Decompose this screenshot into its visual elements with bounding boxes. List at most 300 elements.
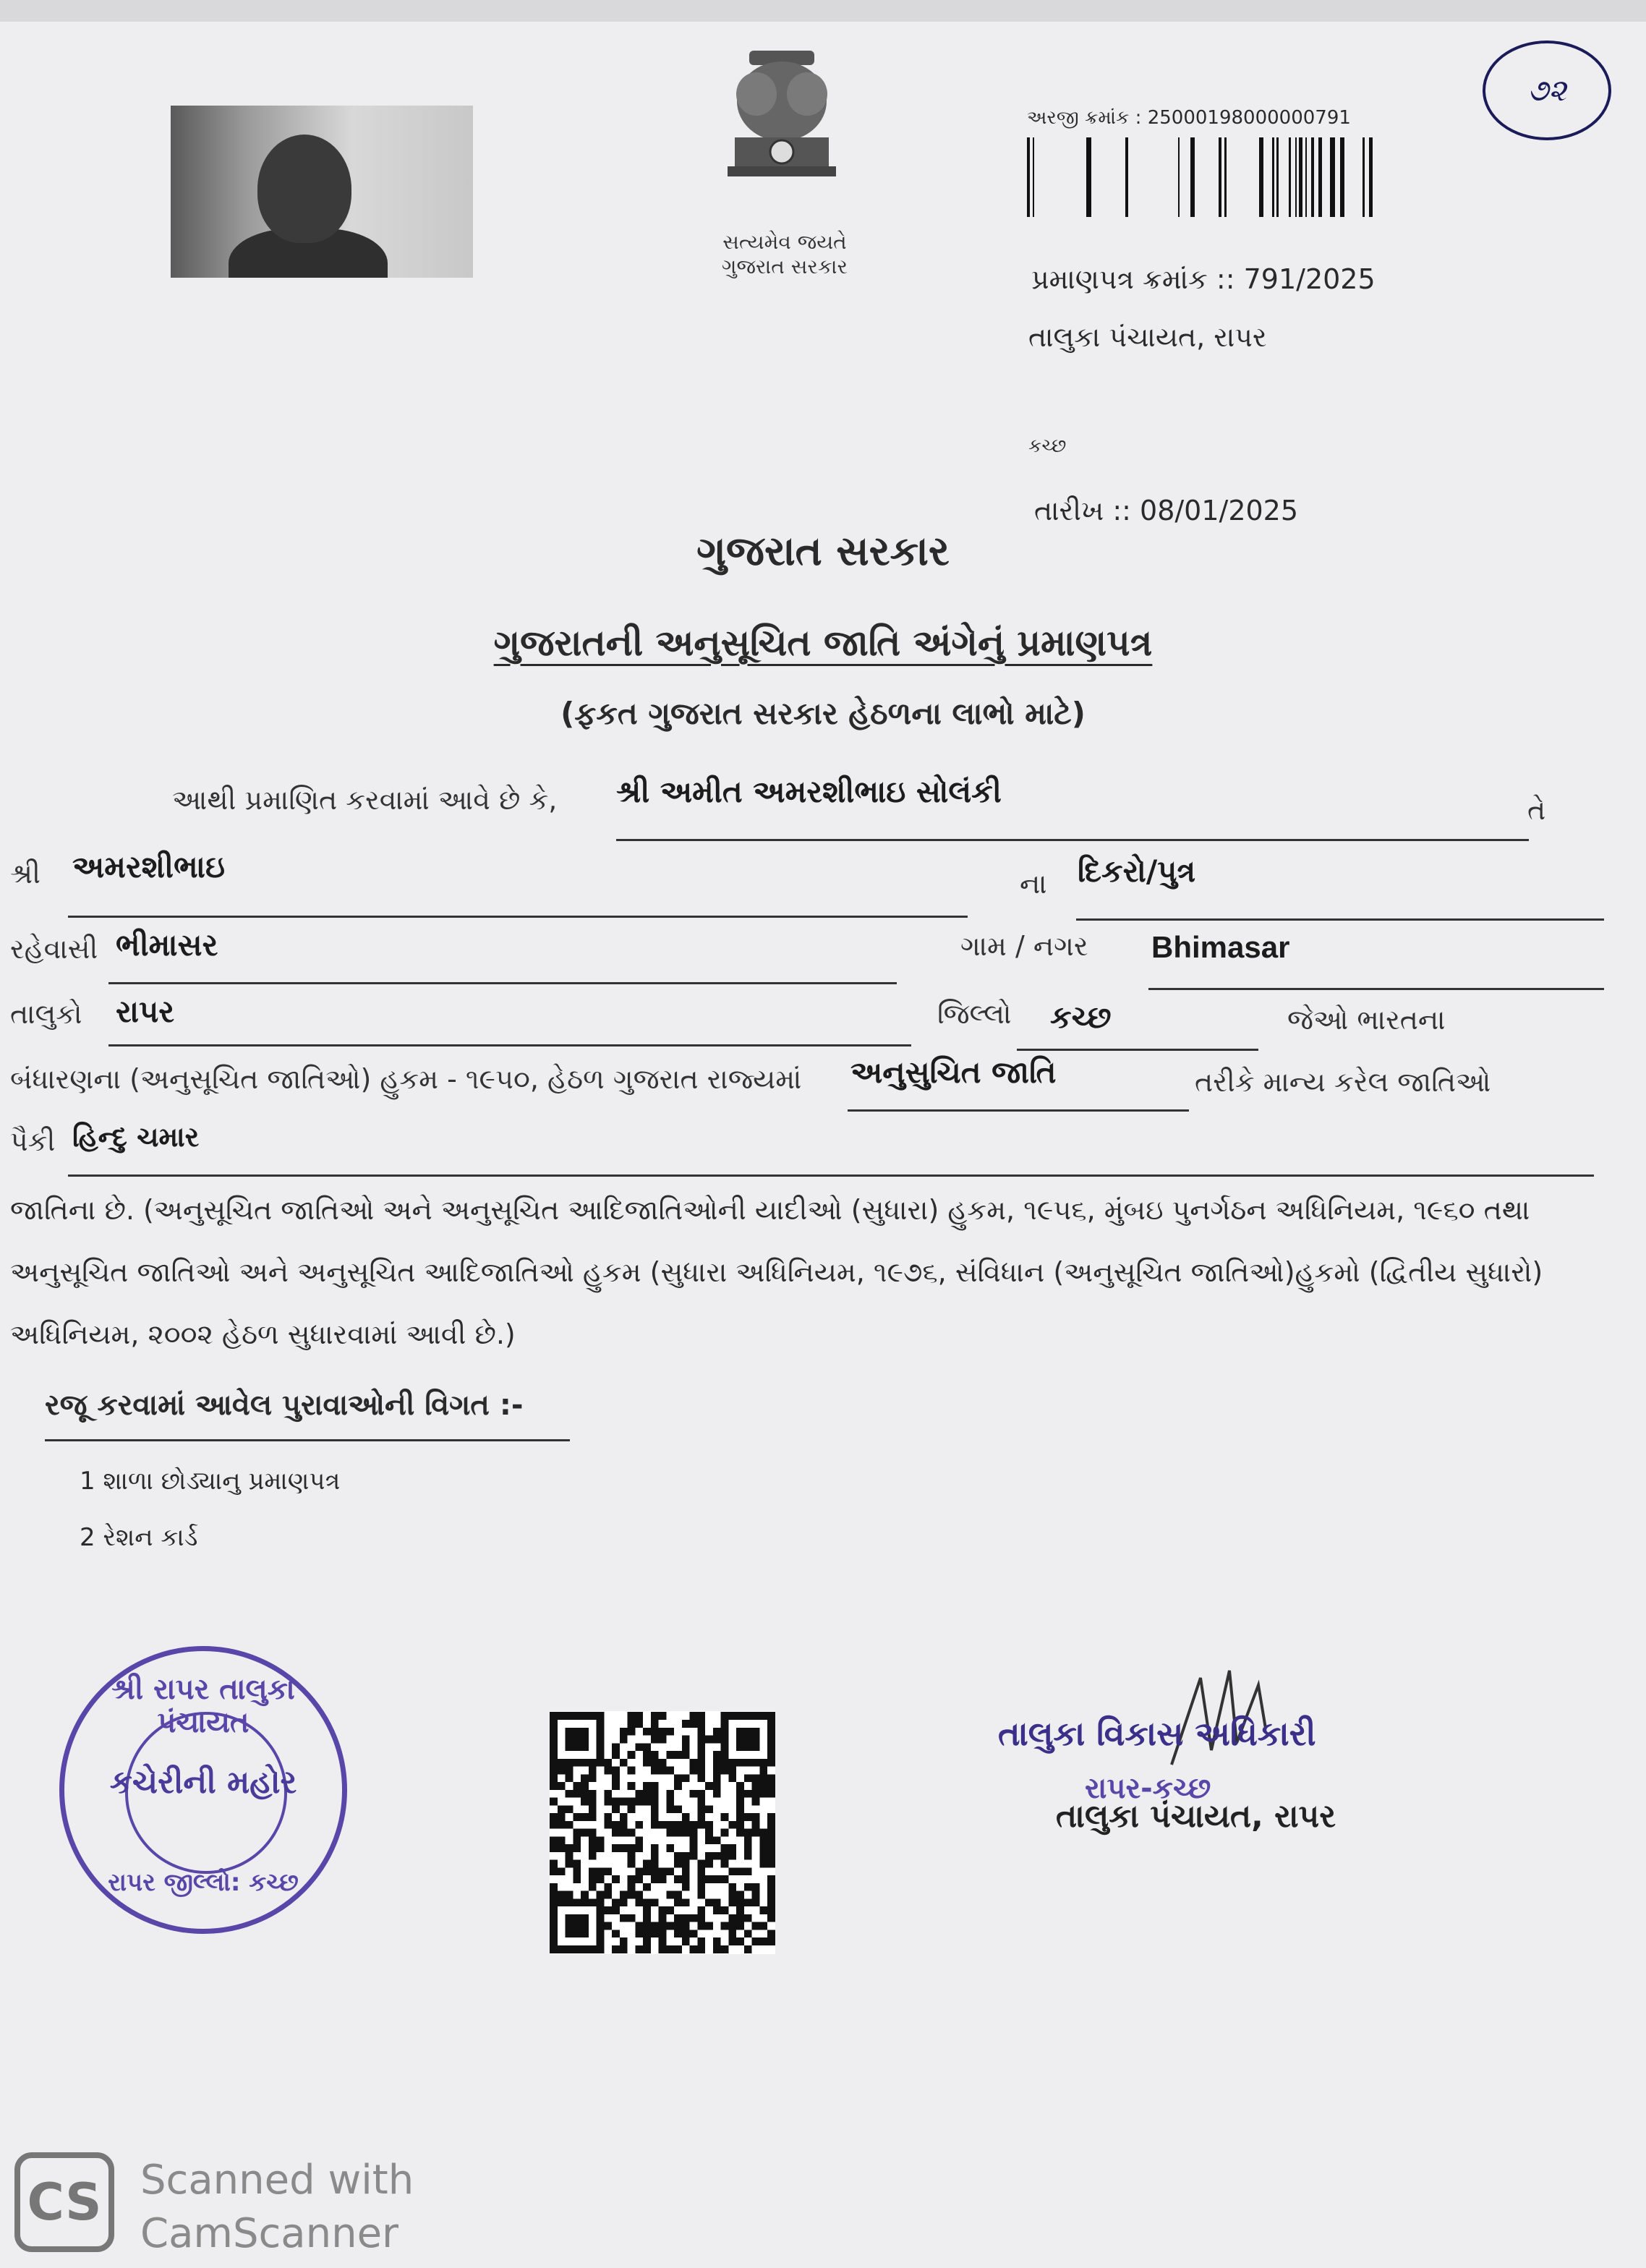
- qr-module: [628, 1751, 636, 1759]
- qr-module: [589, 1767, 597, 1775]
- qr-module: [643, 1867, 651, 1875]
- qr-module: [674, 1930, 682, 1937]
- government-title: ગુજરાત સરકાર: [696, 528, 950, 575]
- qr-module: [682, 1883, 690, 1891]
- qr-module: [744, 1790, 752, 1798]
- issuing-office: તાલુકા પંચાયત, રાપર: [1028, 321, 1267, 353]
- qr-module: [643, 1883, 651, 1891]
- qr-module: [682, 1867, 690, 1875]
- qr-module: [581, 1829, 589, 1837]
- qr-module: [643, 1798, 651, 1806]
- qr-module: [550, 1798, 558, 1806]
- qr-module: [736, 1937, 744, 1945]
- district-label: જિલ્લો: [937, 998, 1012, 1030]
- qr-module: [581, 1798, 589, 1806]
- qr-module: [728, 1922, 736, 1930]
- qr-module: [620, 1736, 628, 1744]
- qr-module: [604, 1906, 612, 1914]
- qr-module: [721, 1922, 729, 1930]
- qr-module: [635, 1945, 643, 1953]
- photo-face: [257, 135, 351, 243]
- qr-module: [635, 1875, 643, 1883]
- qr-module: [744, 1829, 752, 1837]
- evidence-item: 1 શાળા છોડ્યાનુ પ્રમાણપત્ર: [80, 1467, 341, 1496]
- qr-module: [643, 1906, 651, 1914]
- qr-module: [690, 1712, 698, 1720]
- qr-module: [767, 1852, 775, 1860]
- district-header: કચ્છ: [1028, 435, 1067, 457]
- qr-module: [643, 1945, 651, 1953]
- qr-module: [744, 1836, 752, 1844]
- qr-module: [659, 1867, 667, 1875]
- village-underline: [1148, 988, 1604, 990]
- legal-paragraph-line: જાતિના છે. (અનુસૂચિત જાતિઓ અને અનુસૂચિત આદિજાતિઓની યાદીઓ (સુધારા) હુકમ, ૧૯૫૬, મુંબઇ પુનર્ગઠન અધિનિયમ, ૧૯૬૦ તથા: [10, 1194, 1530, 1226]
- qr-module: [744, 1813, 752, 1821]
- qr-module: [767, 1821, 775, 1829]
- qr-module: [635, 1743, 643, 1751]
- signature-title: તાલુકા વિકાસ અધિકારી: [998, 1714, 1316, 1753]
- qr-module: [682, 1930, 690, 1937]
- qr-module: [674, 1914, 682, 1922]
- qr-module: [736, 1922, 744, 1930]
- qr-module: [620, 1813, 628, 1821]
- father-underline: [68, 916, 968, 918]
- barcode-bar: [1100, 137, 1105, 217]
- barcode-bar: [1377, 137, 1382, 217]
- qr-module: [767, 1875, 775, 1883]
- qr-module: [713, 1852, 721, 1860]
- recognized-label: તરીકે માન્ય કરેલ જાતિઓ: [1195, 1066, 1491, 1098]
- qr-module: [728, 1914, 736, 1922]
- barcode-bar: [1330, 137, 1335, 217]
- qr-module: [635, 1930, 643, 1937]
- qr-module: [604, 1767, 612, 1775]
- watermark-line1: Scanned with: [140, 2157, 414, 2204]
- applicant-name: શ્રી અમીત અમરશીભાઇ સોલંકી: [616, 774, 1002, 809]
- qr-module: [674, 1860, 682, 1868]
- qr-module: [744, 1914, 752, 1922]
- qr-module: [674, 1821, 682, 1829]
- qr-module: [635, 1898, 643, 1906]
- barcode-bar: [1198, 137, 1203, 217]
- qr-module: [697, 1751, 705, 1759]
- qr-module: [674, 1751, 682, 1759]
- qr-module: [705, 1821, 713, 1829]
- qr-module: [728, 1852, 736, 1860]
- qr-module: [682, 1736, 690, 1744]
- qr-module: [690, 1829, 698, 1837]
- qr-module: [767, 1906, 775, 1914]
- qr-module: [628, 1852, 636, 1860]
- qr-module: [697, 1860, 705, 1868]
- qr-module: [659, 1759, 667, 1767]
- qr-module: [566, 1767, 573, 1775]
- qr-module: [573, 1836, 581, 1844]
- qr-module: [728, 1821, 736, 1829]
- qr-module: [589, 1774, 597, 1782]
- qr-module: [604, 1798, 612, 1806]
- qr-module: [721, 1875, 729, 1883]
- camscanner-watermark: [140, 2154, 414, 2261]
- qr-module: [581, 1813, 589, 1821]
- qr-module: [659, 1906, 667, 1914]
- qr-module: [674, 1805, 682, 1813]
- father-name: અમરશીભાઇ: [72, 849, 225, 884]
- qr-module: [752, 1782, 760, 1790]
- qr-module: [573, 1875, 581, 1883]
- qr-module: [767, 1914, 775, 1922]
- camscanner-logo: CS: [14, 2152, 114, 2252]
- qr-module: [550, 1860, 558, 1868]
- qr-module: [589, 1805, 597, 1813]
- taluka-underline: [108, 1044, 911, 1046]
- qr-module: [697, 1937, 705, 1945]
- qr-module: [635, 1821, 643, 1829]
- qr-module: [690, 1945, 698, 1953]
- qr-module: [604, 1790, 612, 1798]
- qr-module: [721, 1813, 729, 1821]
- qr-module: [651, 1930, 659, 1937]
- qr-module: [643, 1930, 651, 1937]
- qr-module: [643, 1728, 651, 1736]
- qr-module: [666, 1790, 674, 1798]
- qr-module: [682, 1860, 690, 1868]
- qr-module: [573, 1813, 581, 1821]
- qr-module: [581, 1790, 589, 1798]
- qr-module: [589, 1852, 597, 1860]
- qr-module: [659, 1930, 667, 1937]
- qr-module: [651, 1751, 659, 1759]
- qr-module: [666, 1906, 674, 1914]
- qr-module: [558, 1813, 566, 1821]
- qr-module: [643, 1751, 651, 1759]
- qr-module: [620, 1844, 628, 1852]
- qr-module: [728, 1774, 736, 1782]
- qr-module: [566, 1844, 573, 1852]
- qr-module: [736, 1867, 744, 1875]
- qr-module: [744, 1774, 752, 1782]
- qr-module: [659, 1736, 667, 1744]
- qr-module: [666, 1945, 674, 1953]
- qr-module: [713, 1898, 721, 1906]
- qr-module: [604, 1883, 612, 1891]
- qr-module: [705, 1860, 713, 1868]
- category-underline: [848, 1109, 1189, 1112]
- evidence-item: 2 રેશન કાર્ડ: [80, 1523, 198, 1552]
- qr-module: [651, 1898, 659, 1906]
- qr-module: [759, 1767, 767, 1775]
- certificate-title: [0, 622, 1646, 665]
- qr-module: [697, 1805, 705, 1813]
- qr-module: [628, 1720, 636, 1728]
- qr-module: [628, 1844, 636, 1852]
- qr-module: [620, 1898, 628, 1906]
- resident-value: ભીમાસર: [116, 927, 218, 963]
- qr-module: [628, 1883, 636, 1891]
- certificate-number: પ્રમાણપત્ર ક્રમાંક :: 791/2025: [1031, 263, 1376, 295]
- qr-module: [550, 1813, 558, 1821]
- qr-module: [690, 1720, 698, 1728]
- watermark-line2: CamScanner: [140, 2210, 399, 2257]
- qr-module: [635, 1891, 643, 1899]
- qr-module: [690, 1930, 698, 1937]
- qr-module: [628, 1728, 636, 1736]
- qr-module: [651, 1767, 659, 1775]
- qr-module: [550, 1821, 558, 1829]
- qr-module: [628, 1798, 636, 1806]
- qr-module: [752, 1774, 760, 1782]
- qr-module: [759, 1829, 767, 1837]
- qr-module: [651, 1736, 659, 1744]
- qr-module: [759, 1860, 767, 1868]
- district-underline: [1017, 1049, 1258, 1051]
- qr-module: [674, 1945, 682, 1953]
- qr-module: [728, 1883, 736, 1891]
- qr-module: [721, 1767, 729, 1775]
- qr-module: [651, 1759, 659, 1767]
- qr-module: [697, 1712, 705, 1720]
- qr-module: [728, 1767, 736, 1775]
- qr-module: [767, 1844, 775, 1852]
- qr-module: [635, 1867, 643, 1875]
- qr-module: [566, 1860, 573, 1868]
- qr-module: [759, 1836, 767, 1844]
- qr-module: [558, 1782, 566, 1790]
- qr-module: [612, 1945, 620, 1953]
- qr-module: [589, 1829, 597, 1837]
- qr-module: [659, 1922, 667, 1930]
- name-underline: [616, 839, 1529, 841]
- qr-module: [697, 1906, 705, 1914]
- qr-module: [690, 1852, 698, 1860]
- qr-module: [728, 1867, 736, 1875]
- qr-module: [697, 1922, 705, 1930]
- qr-module: [635, 1836, 643, 1844]
- qr-module: [713, 1875, 721, 1883]
- qr-module: [589, 1867, 597, 1875]
- qr-module: [612, 1743, 620, 1751]
- qr-module: [674, 1875, 682, 1883]
- qr-module: [759, 1774, 767, 1782]
- qr-module: [589, 1813, 597, 1821]
- qr-module: [721, 1844, 729, 1852]
- qr-module: [589, 1883, 597, 1891]
- qr-module: [697, 1914, 705, 1922]
- qr-module: [597, 1891, 605, 1899]
- qr-module: [705, 1852, 713, 1860]
- qr-module: [628, 1891, 636, 1899]
- qr-module: [604, 1759, 612, 1767]
- qr-module: [682, 1751, 690, 1759]
- qr-module: [690, 1821, 698, 1829]
- qr-module: [705, 1922, 713, 1930]
- stamp-ring-bottom: રાપર જીલ્લો: કચ્છ: [108, 1868, 299, 1897]
- qr-module: [690, 1914, 698, 1922]
- qr-module: [705, 1875, 713, 1883]
- qr-module: [721, 1906, 729, 1914]
- qr-module: [550, 1891, 558, 1899]
- qr-module: [697, 1867, 705, 1875]
- qr-module: [659, 1875, 667, 1883]
- village-value: Bhimasar: [1151, 930, 1290, 964]
- emblem-motto: સત્યમેવ જયતે: [722, 230, 847, 254]
- signature-place: રાપર-કચ્છ: [1085, 1772, 1211, 1805]
- qr-module: [721, 1852, 729, 1860]
- constitution-label: બંધારણના (અનુસૂચિત જાતિઓ) હુકમ - ૧૯૫૦, હેઠળ ગુજરાત રાજ્યમાં: [10, 1063, 802, 1095]
- qr-module: [604, 1922, 612, 1930]
- qr-module: [767, 1836, 775, 1844]
- qr-module: [721, 1945, 729, 1953]
- qr-module: [573, 1867, 581, 1875]
- qr-module: [604, 1867, 612, 1875]
- qr-module: [713, 1945, 721, 1953]
- qr-module: [682, 1922, 690, 1930]
- qr-module: [558, 1821, 566, 1829]
- qr-module: [643, 1860, 651, 1868]
- qr-module: [628, 1829, 636, 1837]
- qr-module: [752, 1813, 760, 1821]
- qr-module: [713, 1736, 721, 1744]
- evidence-heading: રજૂ કરવામાં આવેલ પુરાવાઓની વિગત :-: [45, 1389, 524, 1422]
- qr-module: [721, 1829, 729, 1837]
- certificate-note: (ફકત ગુજરાત સરકાર હેઠળના લાભો માટે): [560, 696, 1086, 731]
- qr-module: [759, 1782, 767, 1790]
- qr-module: [767, 1813, 775, 1821]
- qr-module: [713, 1782, 721, 1790]
- qr-module: [752, 1821, 760, 1829]
- caste-value: હિન્દુ ચમાર: [72, 1121, 200, 1153]
- qr-module: [589, 1798, 597, 1806]
- qr-module: [697, 1774, 705, 1782]
- qr-module: [628, 1805, 636, 1813]
- qr-module: [628, 1875, 636, 1883]
- qr-module: [643, 1782, 651, 1790]
- qr-module: [628, 1860, 636, 1868]
- qr-module: [736, 1898, 744, 1906]
- emblem-government: ગુજરાત સરકાર: [722, 255, 848, 278]
- qr-module: [597, 1844, 605, 1852]
- certificate-title-text: ગુજરાતની અનુસૂચિત જાતિ અંગેનું પ્રમાણપત્ર: [493, 622, 1153, 664]
- applicant-photo: [171, 106, 473, 278]
- qr-module: [705, 1805, 713, 1813]
- qr-module: [597, 1875, 605, 1883]
- qr-module: [628, 1712, 636, 1720]
- qr-module: [690, 1836, 698, 1844]
- qr-module: [697, 1759, 705, 1767]
- qr-module: [736, 1790, 744, 1798]
- qr-module: [604, 1821, 612, 1829]
- qr-module: [744, 1844, 752, 1852]
- qr-module: [736, 1813, 744, 1821]
- office-stamp: [59, 1646, 347, 1934]
- resident-label: રહેવાસી: [10, 933, 98, 965]
- qr-module: [767, 1774, 775, 1782]
- qr-module: [682, 1898, 690, 1906]
- qr-module: [612, 1906, 620, 1914]
- qr-module: [752, 1829, 760, 1837]
- qr-module: [759, 1922, 767, 1930]
- qr-module: [628, 1767, 636, 1775]
- qr-module: [697, 1821, 705, 1829]
- application-number: અરજી ક્રમાંક : 250001980000007​91: [1027, 107, 1351, 129]
- qr-module: [659, 1945, 667, 1953]
- qr-module: [674, 1774, 682, 1782]
- qr-module: [690, 1844, 698, 1852]
- qr-module: [558, 1767, 566, 1775]
- qr-module: [573, 1844, 581, 1852]
- qr-module: [705, 1829, 713, 1837]
- qr-module: [767, 1883, 775, 1891]
- qr-module: [558, 1844, 566, 1852]
- qr-module: [659, 1937, 667, 1945]
- qr-module: [674, 1898, 682, 1906]
- qr-module: [767, 1930, 775, 1937]
- qr-module: [566, 1914, 589, 1937]
- qr-module: [566, 1852, 573, 1860]
- qr-module: [728, 1898, 736, 1906]
- qr-module: [550, 1782, 558, 1790]
- qr-module: [666, 1829, 674, 1837]
- qr-module: [682, 1914, 690, 1922]
- qr-module: [651, 1860, 659, 1868]
- qr-module: [713, 1751, 721, 1759]
- village-label: ગામ / નગર: [960, 930, 1088, 962]
- na-label: ના: [1020, 868, 1047, 900]
- qr-module: [666, 1844, 674, 1852]
- qr-module: [651, 1712, 659, 1720]
- qr-module: [612, 1774, 620, 1782]
- qr-module: [566, 1774, 573, 1782]
- qr-module: [612, 1829, 620, 1837]
- caste-underline: [68, 1174, 1594, 1177]
- qr-module: [550, 1774, 558, 1782]
- qr-module: [697, 1813, 705, 1821]
- qr-module: [566, 1821, 573, 1829]
- qr-module: [643, 1759, 651, 1767]
- taluka-value: રાપર: [116, 994, 174, 1029]
- qr-module: [612, 1821, 620, 1829]
- qr-module: [744, 1852, 752, 1860]
- qr-module: [767, 1891, 775, 1899]
- qr-module: [651, 1813, 659, 1821]
- qr-module: [558, 1867, 566, 1875]
- qr-module: [566, 1891, 573, 1899]
- qr-module: [697, 1891, 705, 1899]
- qr-module: [728, 1844, 736, 1852]
- evidence-underline: [45, 1439, 570, 1441]
- among-label: પૈકી: [10, 1125, 56, 1157]
- qr-module: [666, 1867, 674, 1875]
- qr-module: [705, 1836, 713, 1844]
- qr-module: [767, 1937, 775, 1945]
- qr-module: [620, 1821, 628, 1829]
- qr-module: [659, 1712, 667, 1720]
- qr-module: [597, 1867, 605, 1875]
- qr-module: [589, 1875, 597, 1883]
- qr-module: [697, 1875, 705, 1883]
- qr-module: [612, 1798, 620, 1806]
- barcode-gap: [1386, 137, 1388, 217]
- qr-module: [566, 1790, 573, 1798]
- qr-module: [759, 1852, 767, 1860]
- qr-module: [767, 1782, 775, 1790]
- qr-module: [697, 1736, 705, 1744]
- qr-module: [566, 1805, 573, 1813]
- qr-module: [713, 1790, 721, 1798]
- qr-module: [651, 1821, 659, 1829]
- qr-module: [697, 1728, 705, 1736]
- qr-module: [682, 1875, 690, 1883]
